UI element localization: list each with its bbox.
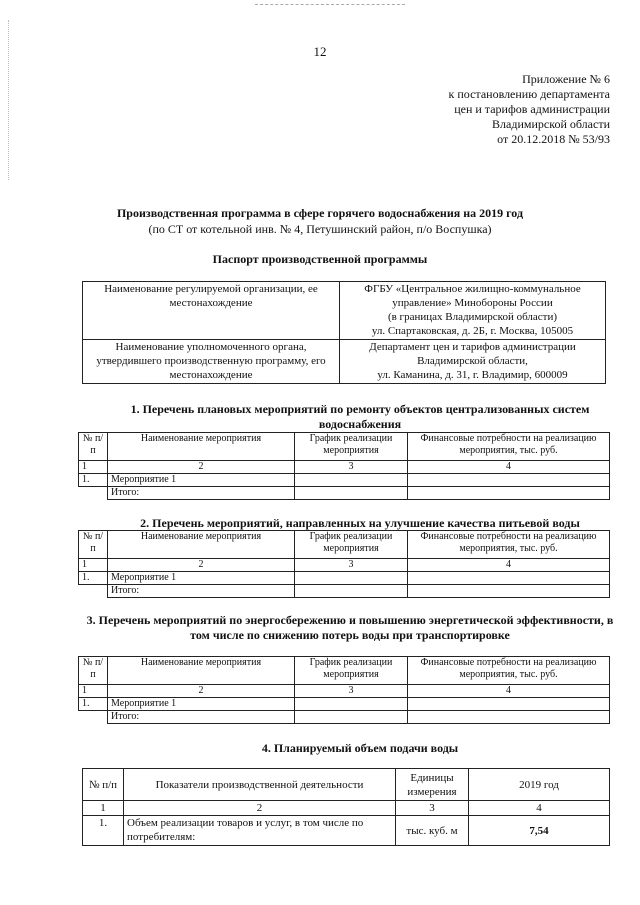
row-value: 7,54 — [469, 816, 610, 846]
empty-cell — [79, 487, 108, 500]
row-schedule — [295, 572, 408, 585]
passport-heading: Паспорт производственной программы — [212, 252, 428, 266]
appendix-line: Приложение № 6 — [522, 72, 610, 86]
row-number: 1. — [79, 474, 108, 487]
row-number: 1. — [83, 816, 124, 846]
header-cell: Финансовые потребности на реализацию мероприятия, тыс. руб. — [408, 657, 610, 685]
row-number: 1. — [79, 572, 108, 585]
appendix-line: Владимирской области — [492, 117, 610, 131]
row-number: 1. — [79, 698, 108, 711]
header-cell: № п/п — [79, 531, 108, 559]
number-cell: 1 — [83, 801, 124, 816]
total-schedule — [295, 487, 408, 500]
appendix-block — [380, 72, 610, 147]
header-cell: Наименование мероприятия — [108, 433, 295, 461]
table-total-row — [79, 711, 610, 724]
header-cell: 2019 год — [469, 769, 610, 801]
title-main: Производственная программа в сфере горячего водоснабжения на 2019 год — [116, 206, 524, 220]
appendix-line: к постановлению департамента — [448, 87, 610, 101]
scan-artifact-line — [255, 4, 405, 6]
table-number-row — [83, 801, 610, 816]
passport-table — [82, 281, 606, 384]
header-cell: График реализации мероприятия — [295, 657, 408, 685]
section-1-heading: 1. Перечень плановых мероприятий по ремонту объектов централизованных систем водоснабжения — [130, 402, 590, 431]
page-number: 12 — [313, 44, 327, 59]
section-1-table — [78, 432, 610, 500]
table-number-row — [79, 461, 610, 474]
total-label: Итого: — [108, 487, 295, 500]
header-cell: Наименование мероприятия — [108, 657, 295, 685]
header-cell: График реализации мероприятия — [295, 433, 408, 461]
passport-value-line: Владимирской области, — [417, 355, 528, 367]
table-total-row — [79, 487, 610, 500]
header-cell: Показатели производственной деятельности — [124, 769, 396, 801]
passport-value-line: ул. Каманина, д. 31, г. Владимир, 600009 — [377, 369, 568, 381]
section-2-heading: 2. Перечень мероприятий, направленных на улучшение качества питьевой воды — [140, 516, 580, 530]
number-cell: 2 — [108, 559, 295, 572]
row-finance — [408, 474, 610, 487]
table-row — [79, 572, 610, 585]
row-unit: тыс. куб. м — [396, 816, 469, 846]
table-row — [79, 474, 610, 487]
total-finance — [408, 585, 610, 598]
empty-cell — [79, 711, 108, 724]
header-cell: Финансовые потребности на реализацию мероприятия, тыс. руб. — [408, 433, 610, 461]
passport-value-line: управление» Минобороны России — [392, 297, 553, 309]
row-name: Объем реализации товаров и услуг, в том числе по потребителям: — [124, 816, 396, 846]
document-title — [30, 205, 610, 237]
number-cell: 4 — [408, 461, 610, 474]
total-label: Итого: — [108, 585, 295, 598]
table-header-row — [83, 769, 610, 801]
number-cell: 4 — [408, 685, 610, 698]
appendix-line: от 20.12.2018 № 53/93 — [497, 132, 610, 146]
section-4-table — [82, 768, 610, 846]
header-cell: График реализации мероприятия — [295, 531, 408, 559]
number-cell: 2 — [108, 461, 295, 474]
empty-cell — [79, 585, 108, 598]
row-finance — [408, 698, 610, 711]
header-cell: № п/п — [83, 769, 124, 801]
title-sub: (по СТ от котельной инв. № 4, Петушинский район, п/о Воспушка) — [148, 222, 492, 236]
number-cell: 2 — [108, 685, 295, 698]
number-cell: 2 — [124, 801, 396, 816]
number-cell: 1 — [79, 461, 108, 474]
number-cell: 3 — [396, 801, 469, 816]
number-cell: 4 — [469, 801, 610, 816]
table-row — [79, 698, 610, 711]
header-cell: № п/п — [79, 657, 108, 685]
header-cell: Наименование мероприятия — [108, 531, 295, 559]
number-cell: 1 — [79, 685, 108, 698]
number-cell: 3 — [295, 559, 408, 572]
row-name: Мероприятие 1 — [108, 698, 295, 711]
header-cell: № п/п — [79, 433, 108, 461]
table-header-row — [79, 531, 610, 559]
section-3-table — [78, 656, 610, 724]
passport-label: Наименование уполномоченного органа, утвердившего производственную программу, его местонахождение — [83, 340, 340, 384]
total-finance — [408, 711, 610, 724]
number-cell: 1 — [79, 559, 108, 572]
passport-value — [340, 340, 606, 384]
total-schedule — [295, 585, 408, 598]
passport-value-line: ФГБУ «Центральное жилищно-коммунальное — [364, 283, 581, 295]
row-name: Мероприятие 1 — [108, 474, 295, 487]
appendix-line: цен и тарифов администрации — [454, 102, 610, 116]
table-number-row — [79, 685, 610, 698]
passport-value-line: ул. Спартаковская, д. 2Б, г. Москва, 105005 — [371, 325, 574, 337]
section-3-heading: 3. Перечень мероприятий по энергосбережению и повышению энергетической эффективности, в том числе по снижению потерь воды при транспортировке — [86, 613, 614, 642]
row-name: Мероприятие 1 — [108, 572, 295, 585]
number-cell: 3 — [295, 461, 408, 474]
row-finance — [408, 572, 610, 585]
table-total-row — [79, 585, 610, 598]
passport-row — [83, 282, 606, 340]
table-number-row — [79, 559, 610, 572]
passport-row — [83, 340, 606, 384]
number-cell: 3 — [295, 685, 408, 698]
total-schedule — [295, 711, 408, 724]
total-finance — [408, 487, 610, 500]
total-label: Итого: — [108, 711, 295, 724]
row-schedule — [295, 698, 408, 711]
passport-value-line: (в границах Владимирской области) — [387, 311, 558, 323]
section-2-table — [78, 530, 610, 598]
table-header-row — [79, 657, 610, 685]
header-cell: Финансовые потребности на реализацию мероприятия, тыс. руб. — [408, 531, 610, 559]
section-4-heading: 4. Планируемый объем подачи воды — [261, 741, 459, 755]
table-header-row — [79, 433, 610, 461]
header-cell: Единицы измерения — [396, 769, 469, 801]
passport-value — [340, 282, 606, 340]
table-row — [83, 816, 610, 846]
passport-value-line: Департамент цен и тарифов администрации — [369, 341, 576, 353]
number-cell: 4 — [408, 559, 610, 572]
row-schedule — [295, 474, 408, 487]
passport-label: Наименование регулируемой организации, ее местонахождение — [83, 282, 340, 340]
